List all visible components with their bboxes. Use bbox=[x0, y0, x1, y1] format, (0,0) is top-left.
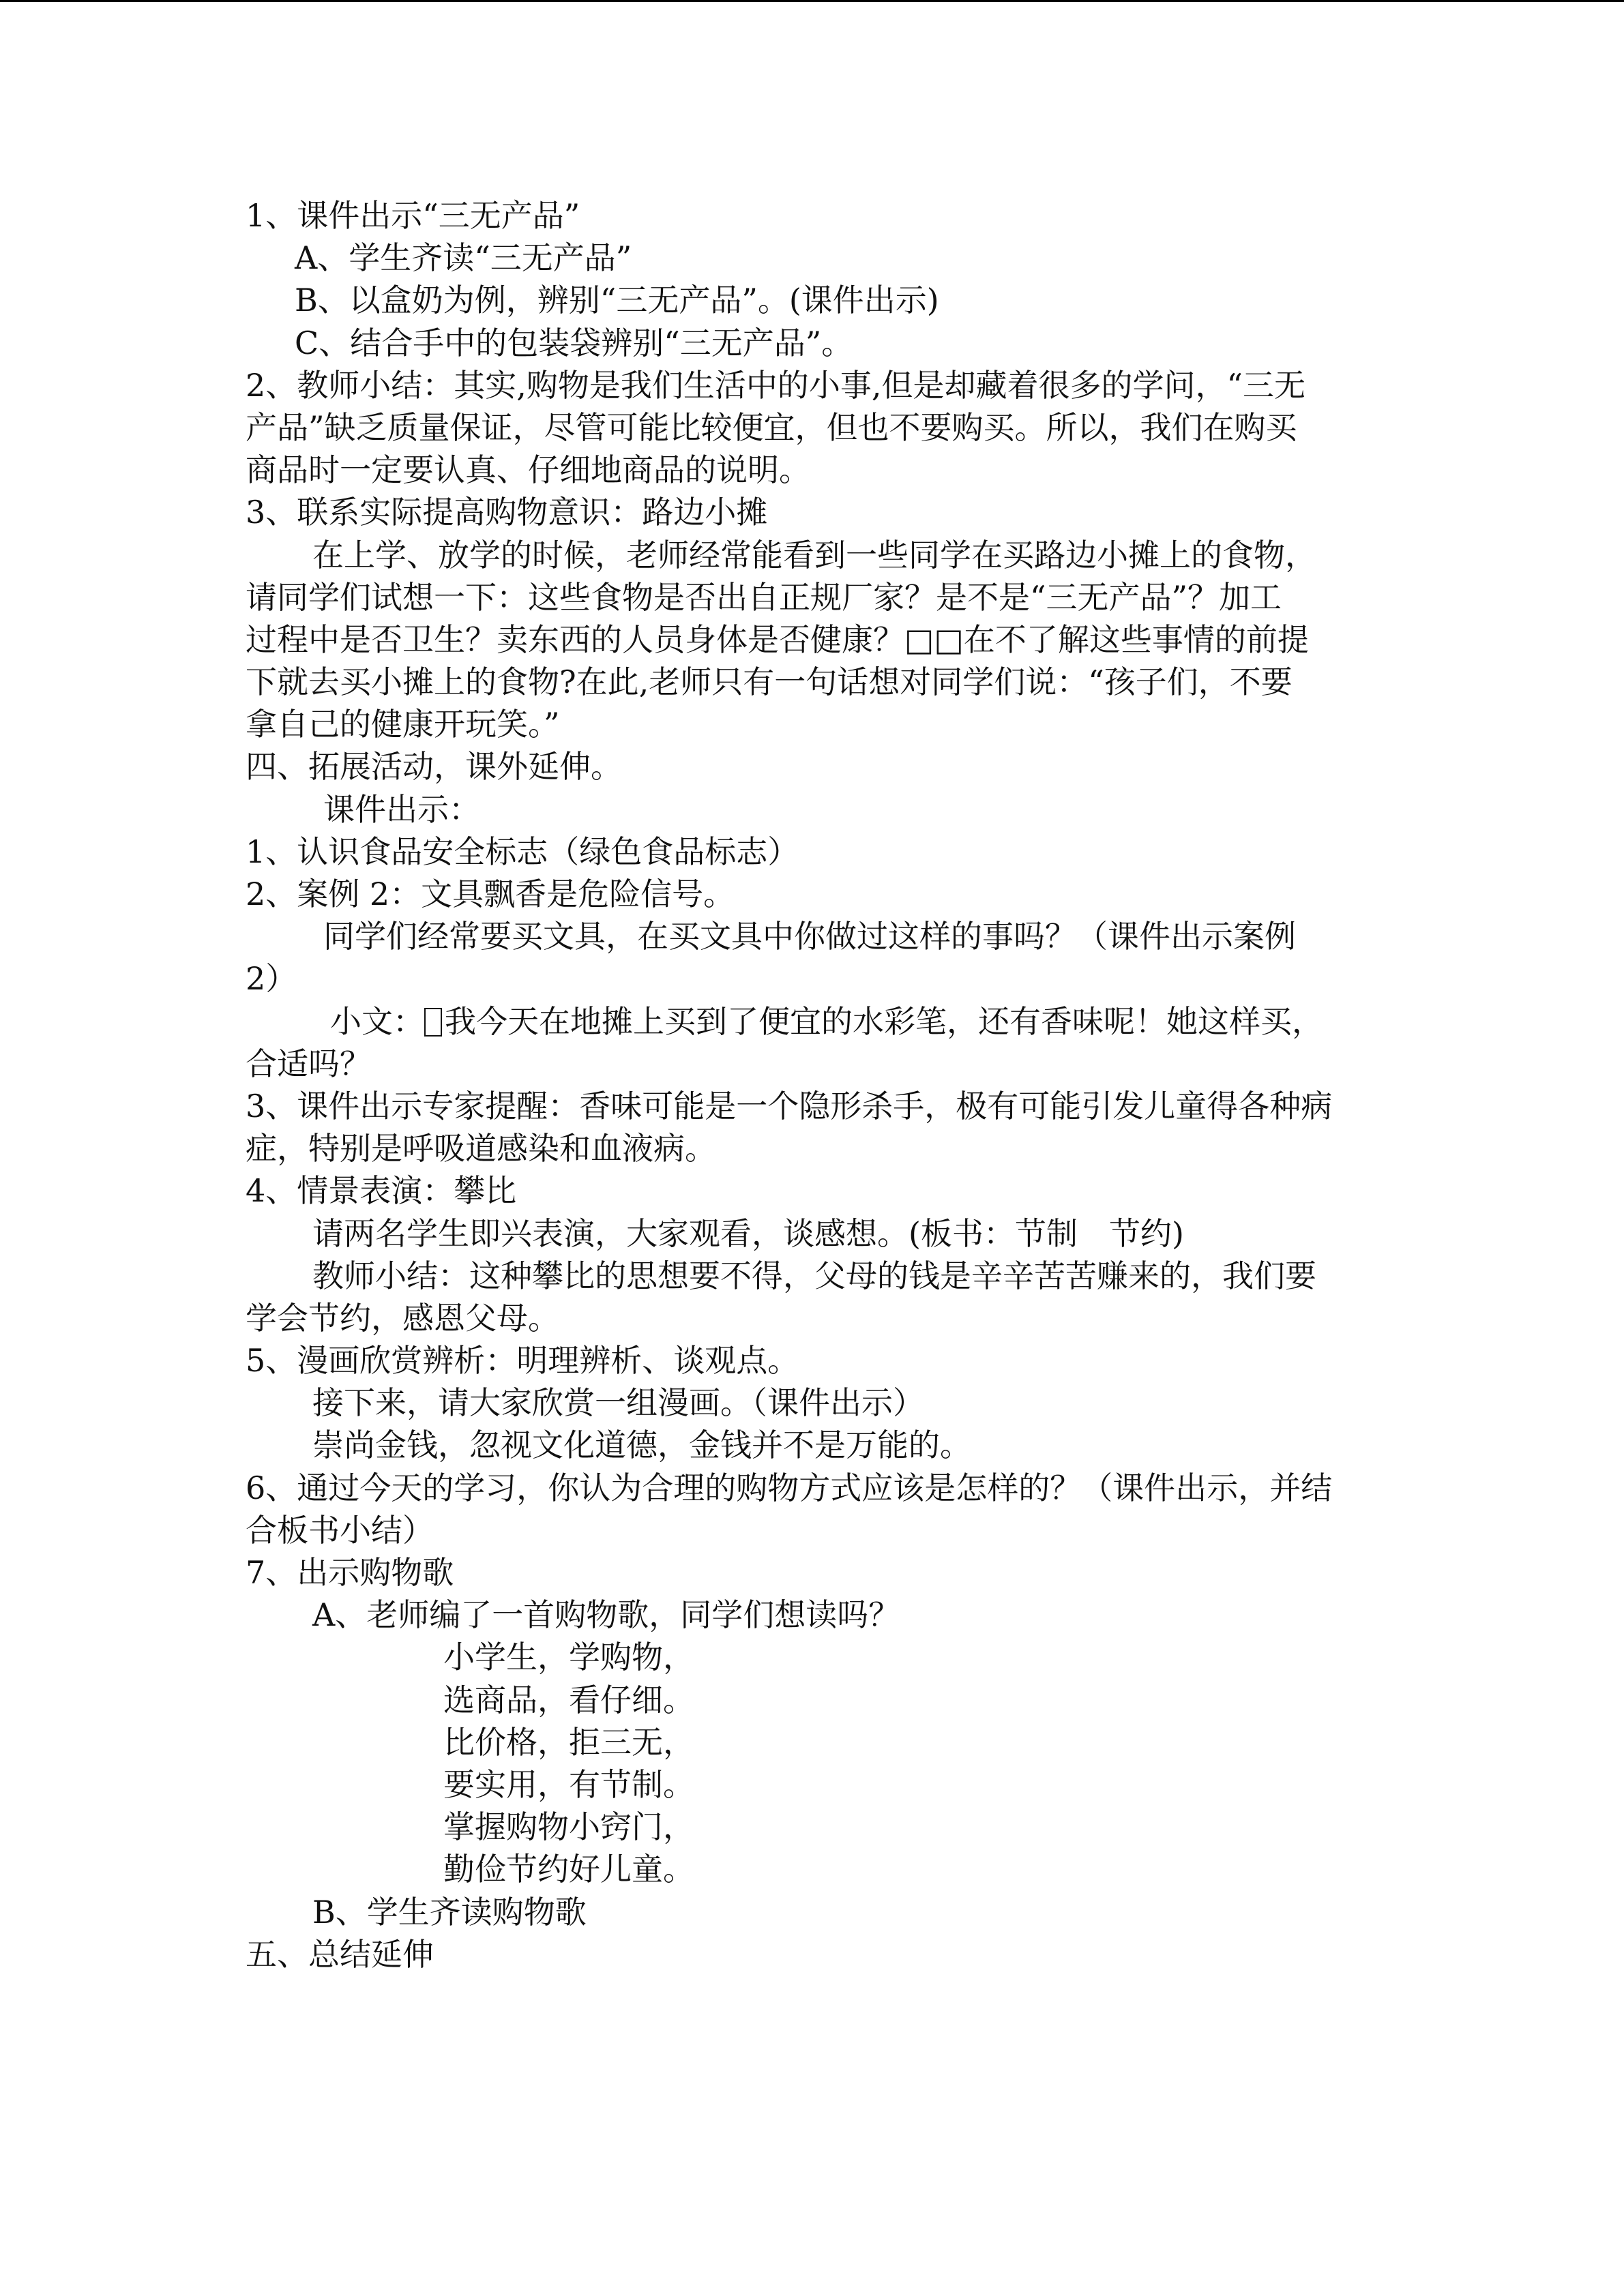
section-4-heading: 四、拓展活动，课外延伸。 bbox=[246, 748, 622, 786]
poem-line-3: 比价格，拒三无， bbox=[443, 1723, 694, 1761]
s4-item-1: 1、认识食品安全标志（绿色食品标志） bbox=[246, 833, 799, 870]
poem-line-5: 掌握购物小窍门， bbox=[443, 1808, 694, 1846]
poem-line-4: 要实用，有节制。 bbox=[443, 1765, 694, 1803]
s4-item-7: 7、出示购物歌 bbox=[246, 1554, 454, 1591]
song-read: B、学生齐读购物歌 bbox=[312, 1893, 587, 1930]
document-body bbox=[246, 194, 1385, 1976]
poem-line-1: 小学生，学购物， bbox=[443, 1639, 694, 1676]
poem-line-2: 选商品，看仔细。 bbox=[443, 1681, 694, 1718]
comic-line-1: 接下来，请大家欣赏一组漫画。（课件出示） bbox=[312, 1384, 924, 1422]
paragraph-line-4: 下就去买小摊上的食物?在此,老师只有一句话想对同学们说：“孩子们，不要 bbox=[246, 664, 1293, 701]
summary-line-1: 教师小结：这种攀比的思想要不得，父母的钱是辛辛苦苦赚来的，我们要 bbox=[312, 1257, 1316, 1294]
xiaowen-label: 小文： bbox=[330, 1002, 424, 1040]
comic-line-2: 崇尚金钱，忽视文化道德，金钱并不是万能的。 bbox=[312, 1427, 971, 1464]
poem-line-6: 勤俭节约好儿童。 bbox=[443, 1851, 694, 1888]
s4-item-6-line-1: 6、通过今天的学习，你认为合理的购物方式应该是怎样的？（课件出示，并结 bbox=[246, 1469, 1333, 1506]
section-5-heading: 五、总结延伸 bbox=[246, 1935, 434, 1973]
s4-item-5: 5、漫画欣赏辨析：明理辨析、谈观点。 bbox=[246, 1342, 799, 1380]
paragraph-line-5: 拿自己的健康开玩笑。” bbox=[246, 706, 560, 743]
summary-line-2: 学会节约，感恩父母。 bbox=[246, 1299, 559, 1337]
s4-item-4: 4、情景表演：攀比 bbox=[246, 1172, 517, 1210]
xiaowen-line-2: 合适吗？ bbox=[246, 1045, 371, 1082]
paragraph-line-3: 过程中是否卫生？卖东西的人员身体是否健康？□□在不了解这些事情的前提 bbox=[246, 621, 1309, 658]
item-2-line-2: 产品”缺乏质量保证，尽管可能比较便宜，但也不要购买。所以，我们在购买 bbox=[246, 408, 1297, 446]
xiaowen-line bbox=[246, 1000, 1385, 1043]
item-1a: A、学生齐读“三无产品” bbox=[295, 239, 632, 277]
item-1c: C、结合手中的包装袋辨别“三无产品”。 bbox=[295, 324, 853, 361]
s4-item-3-line-1: 3、课件出示专家提醒：香味可能是一个隐形杀手，极有可能引发儿童得各种病 bbox=[246, 1087, 1333, 1124]
item-3-heading: 3、联系实际提高购物意识：路边小摊 bbox=[246, 494, 768, 531]
roleplay-line: 请两名学生即兴表演，大家观看，谈感想。(板书：节制 节约) bbox=[312, 1214, 1184, 1252]
item-1-heading: 1、课件出示“三无产品” bbox=[246, 197, 580, 234]
item-1b: B、以盒奶为例，辨别“三无产品”。(课件出示) bbox=[295, 282, 939, 319]
box-glyph bbox=[424, 1008, 442, 1037]
courseware-label: 课件出示： bbox=[323, 790, 480, 828]
s4-item-6-line-2: 合板书小结） bbox=[246, 1511, 434, 1549]
case-line-1: 同学们经常要买文具，在买文具中你做过这样的事吗？（课件出示案例 bbox=[323, 918, 1296, 955]
song-intro: A、老师编了一首购物歌，同学们想读吗？ bbox=[312, 1596, 900, 1634]
paragraph-line-1: 在上学、放学的时候，老师经常能看到一些同学在买路边小摊上的食物， bbox=[312, 536, 1316, 573]
s4-item-2: 2、案例 2：文具飘香是危险信号。 bbox=[246, 876, 735, 912]
s4-item-3-line-2: 症，特别是呼吸道感染和血液病。 bbox=[246, 1130, 716, 1167]
item-2-line-3: 商品时一定要认真、仔细地商品的说明。 bbox=[246, 451, 810, 489]
paragraph-line-2: 请同学们试想一下：这些食物是否出自正规厂家？是不是“三无产品”？加工 bbox=[246, 578, 1282, 616]
case-line-2: 2） bbox=[246, 960, 297, 998]
xiaowen-text: 我今天在地摊上买到了便宜的水彩笔，还有香味呢！她这样买， bbox=[445, 1002, 1323, 1040]
item-2-line-1: 2、教师小结：其实,购物是我们生活中的小事,但是却藏着很多的学问，“三无 bbox=[246, 366, 1306, 404]
